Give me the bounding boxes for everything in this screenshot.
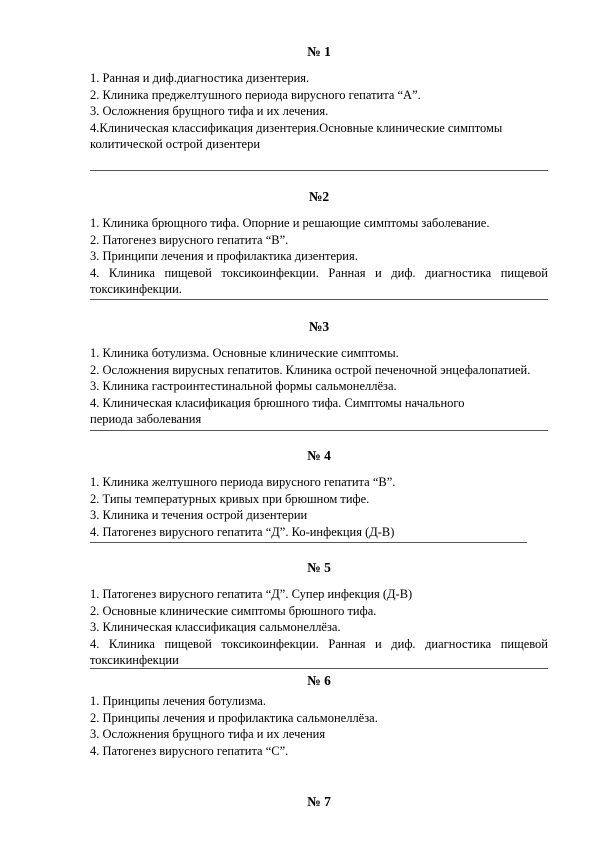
separator-line xyxy=(90,430,548,431)
ticket-item: 1. Ранная и диф.диагностика дизентерия. xyxy=(90,71,310,85)
ticket-2 xyxy=(90,189,548,298)
ticket-title: № 6 xyxy=(307,673,331,688)
ticket-6 xyxy=(90,673,548,759)
ticket-item: 3. Клиника и течения острой дизентерии xyxy=(90,508,308,522)
ticket-item: 1. Клиника желтушного периода вирусного гепатита “В”. xyxy=(90,475,396,489)
ticket-title: №3 xyxy=(308,319,330,334)
ticket-item: 3. Принципи лечения и профилактика дизентерия. xyxy=(90,249,358,263)
ticket-title: № 4 xyxy=(307,448,331,463)
ticket-item: 3. Осложнения брущного тифа и их лечения. xyxy=(90,104,329,118)
separator-line xyxy=(90,299,548,300)
ticket-item: 2. Патогенез вирусного гепатита “В”. xyxy=(90,232,289,247)
ticket-item: 3. Клиническая классификация сальмонеллёза. xyxy=(90,620,341,634)
ticket-item: 4. Клиническая класификация брюшного тифа. Симптомы начального периода заболевания xyxy=(90,395,465,426)
ticket-item: 1. Принципы лечения ботулизма. xyxy=(90,694,266,708)
ticket-item: 2. Типы температурных кривых при брюшном тифе. xyxy=(90,491,370,506)
ticket-4 xyxy=(90,448,548,540)
ticket-item: 3. Клиника гастроинтестинальной формы сальмонеллёза. xyxy=(90,379,397,393)
ticket-item: 2. Основные клинические симптомы брюшного тифа. xyxy=(90,603,377,618)
separator-line xyxy=(90,668,548,669)
ticket-item: 4. Патогенез вирусного гепатита “С”. xyxy=(90,743,289,758)
ticket-item: 4. Патогенез вирусного гепатита “Д”. Ко-инфекция (Д-В) xyxy=(90,524,395,539)
ticket-item: 2. Осложнения вирусных гепатитов. Клиника острой печеночной энцефалопатией. xyxy=(90,362,531,377)
ticket-item: 4.Клиническая классификация дизентерия.Основные клинические симптомы колитической острой дизентери xyxy=(90,120,503,151)
separator-line xyxy=(90,542,527,543)
ticket-title: №2 xyxy=(308,189,330,204)
ticket-title: № 1 xyxy=(307,44,331,59)
ticket-5 xyxy=(90,560,548,669)
ticket-7 xyxy=(90,794,548,820)
ticket-item: 2. Клиника преджелтушного периода вирусного гепатита “А”. xyxy=(90,87,421,102)
ticket-item: 4. Клиника пищевой токсикоинфекции. Ранная и диф. диагностика пищевой токсикинфекции. xyxy=(90,265,548,296)
ticket-item: 1. Патогенез вирусного гепатита “Д”. Супер инфекция (Д-В) xyxy=(90,587,413,601)
ticket-3 xyxy=(90,319,548,428)
ticket-item: 1. Клиника ботулизма. Основные клинические симптомы. xyxy=(90,346,399,360)
ticket-1 xyxy=(90,44,548,153)
ticket-title: № 5 xyxy=(307,560,331,575)
ticket-item: 3. Осложнения брущного тифа и их лечения xyxy=(90,727,326,741)
separator-line xyxy=(90,170,548,171)
ticket-title: № 7 xyxy=(307,794,331,809)
ticket-item: 4. Клиника пищевой токсикоинфекции. Ранная и диф. диагностика пищевой токсикинфекции xyxy=(90,636,548,667)
ticket-item: 2. Принципы лечения и профилактика сальмонеллёза. xyxy=(90,710,378,725)
ticket-item: 1. Клиника брющного тифа. Опорние и решающие симптомы заболевание. xyxy=(90,216,490,230)
